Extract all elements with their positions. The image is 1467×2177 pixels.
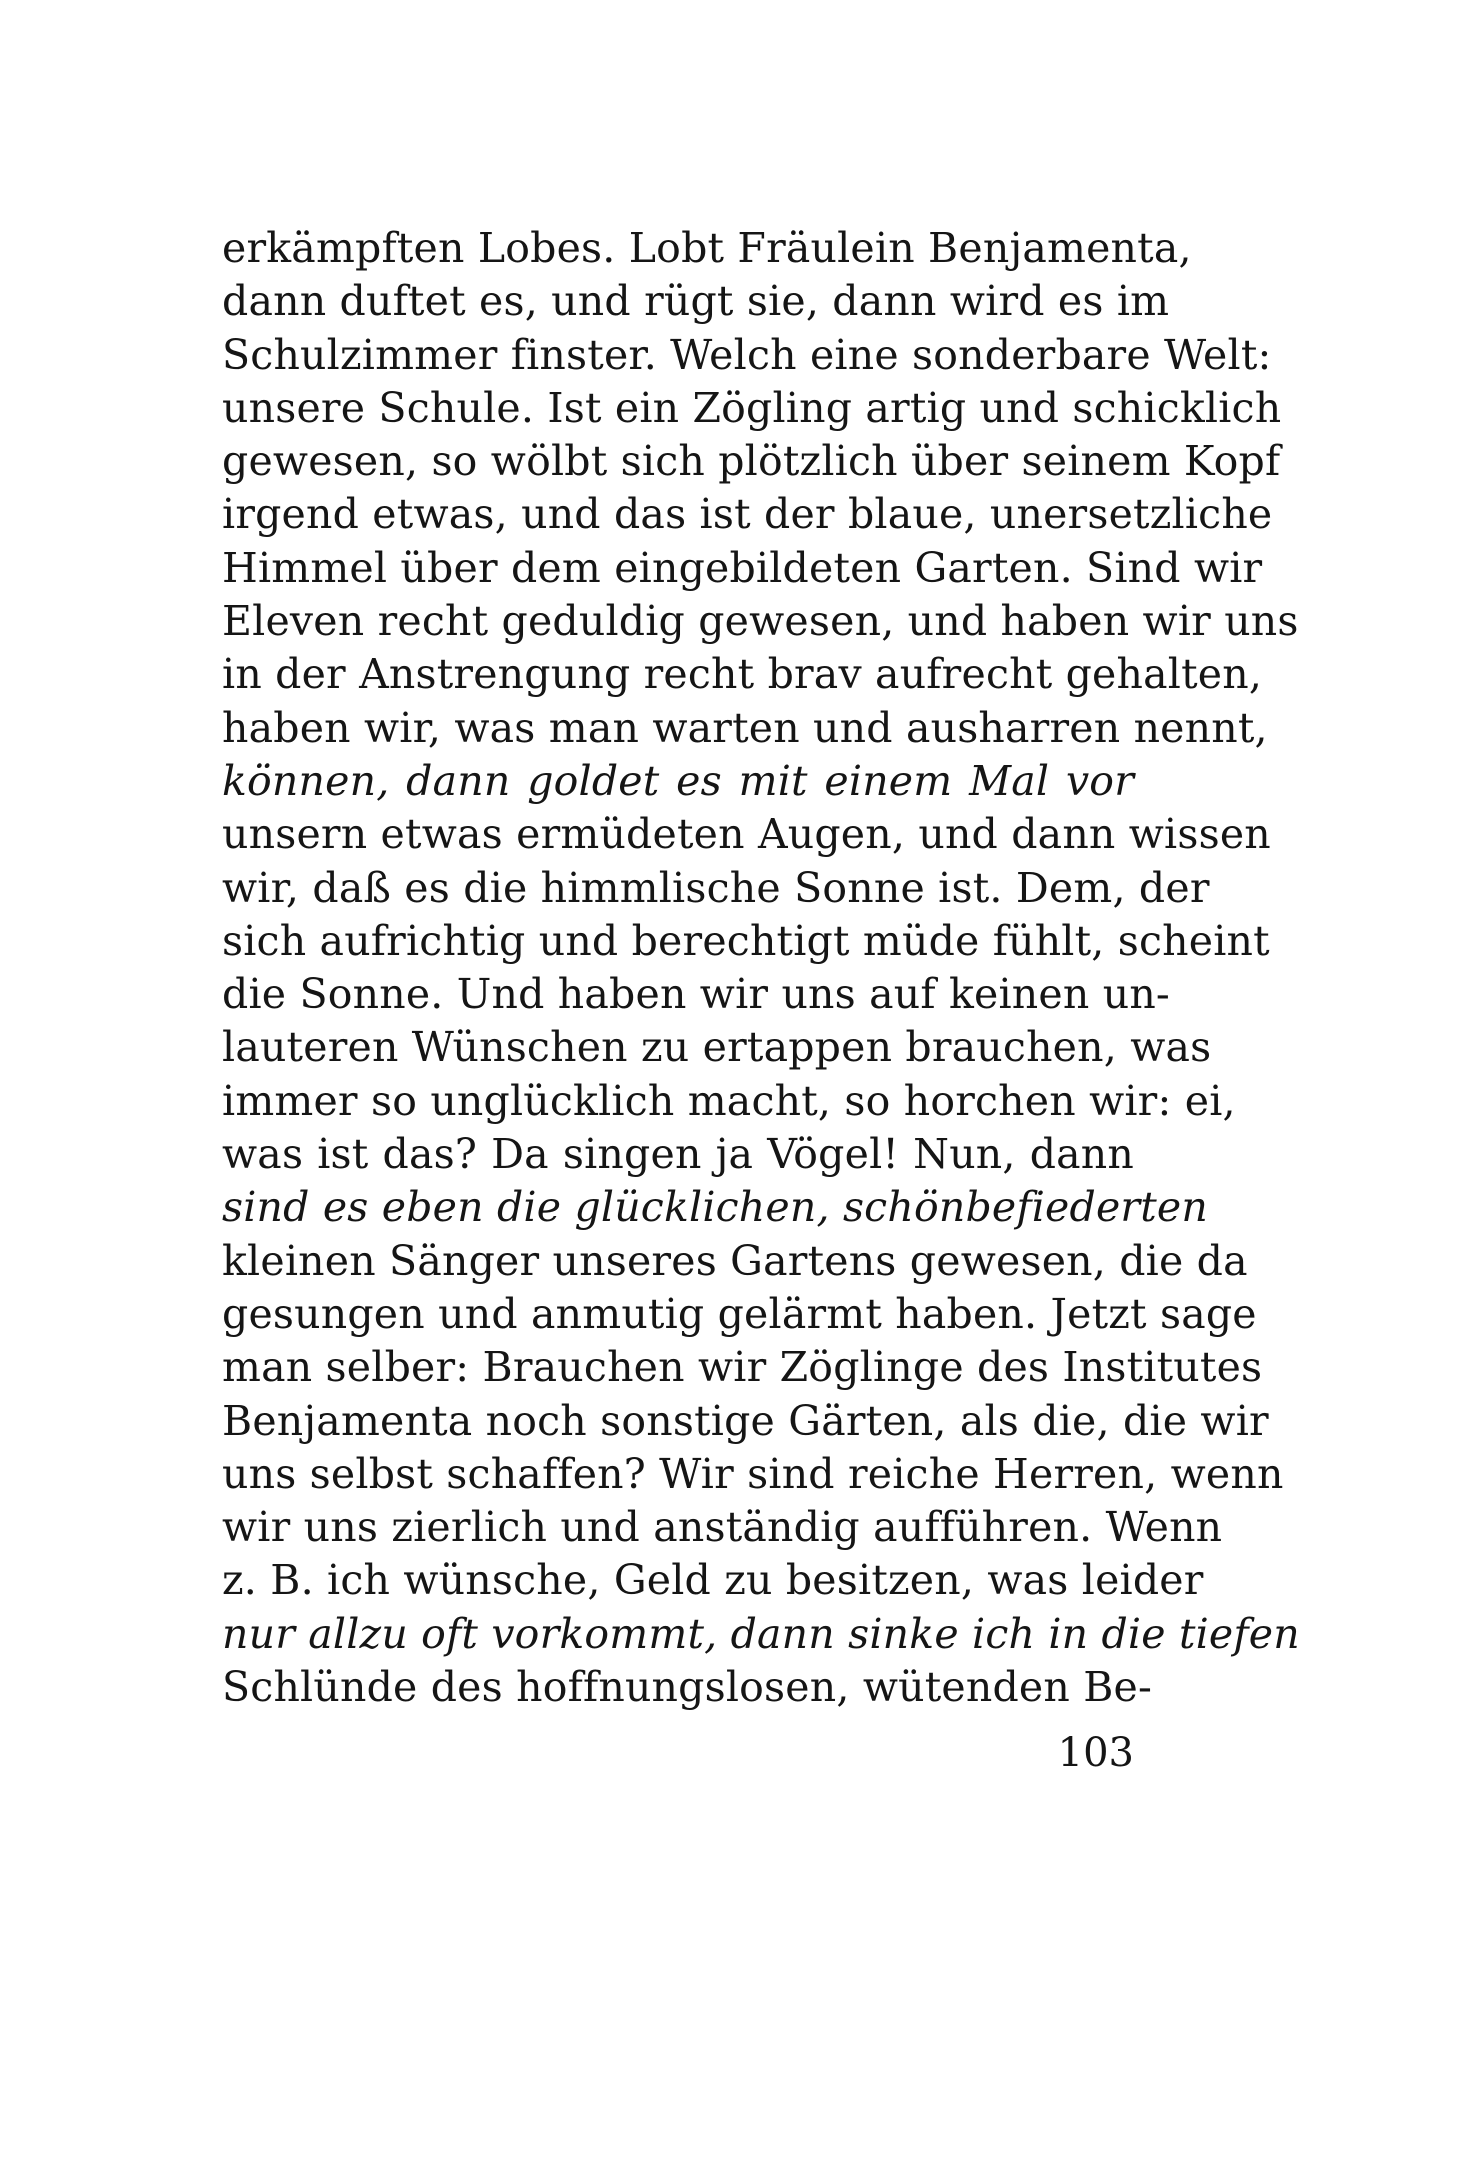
text-line: kleinen Sänger unseres Gartens gewesen, die da [222,1236,1248,1285]
text-line: haben wir, was man warten und ausharren nennt, [222,703,1268,752]
text-line: dann duftet es, und rügt sie, dann wird es im [222,277,1170,326]
text-line: die Sonne. Und haben wir uns auf keinen un- [222,970,1170,1019]
text-line: unsere Schule. Ist ein Zögling artig und schicklich [222,383,1282,432]
text-line: Schulzimmer finster. Welch eine sonderbare Welt: [222,330,1272,379]
text-line: lauteren Wünschen zu ertappen brauchen, was [222,1023,1212,1072]
page-number: 103 [1057,1730,1134,1776]
text-line: irgend etwas, und das ist der blaue, unersetzliche [222,490,1273,539]
text-line: gewesen, so wölbt sich plötzlich über seinem Kopf [222,437,1281,486]
text-line: wir, daß es die himmlische Sonne ist. Dem, der [222,863,1210,912]
text-line: in der Anstrengung recht brav aufrecht gehalten, [222,650,1263,699]
text-line: gesungen und anmutig gelärmt haben. Jetzt sage [222,1289,1257,1338]
text-line: unsern etwas ermüdeten Augen, und dann wissen [222,810,1271,859]
text-line: was ist das? Da singen ja Vögel! Nun, dann [222,1130,1134,1179]
text-line: immer so unglücklich macht, so horchen wir: ei, [222,1076,1236,1125]
text-line: wir uns zierlich und anständig aufführen. Wenn [222,1503,1223,1552]
text-line: Benjamenta noch sonstige Gärten, als die, die wir [222,1396,1269,1445]
text-line: sind es eben die glücklichen, schönbefiederten [222,1183,1208,1232]
body-text [222,222,1300,1714]
text-line: nur allzu oft vorkommt, dann sinke ich in die tiefen [222,1609,1300,1658]
text-line: uns selbst schaffen? Wir sind reiche Herren, wenn [222,1449,1284,1498]
text-line: Eleven recht geduldig gewesen, und haben wir uns [222,597,1299,646]
text-line: können, dann goldet es mit einem Mal vor [222,756,1134,805]
text-line: z. B. ich wünsche, Geld zu besitzen, was leider [222,1556,1204,1605]
text-line: sich aufrichtig und berechtigt müde fühlt, scheint [222,916,1270,965]
text-line: Himmel über dem eingebildeten Garten. Sind wir [222,543,1263,592]
text-line: erkämpften Lobes. Lobt Fräulein Benjamenta, [222,224,1192,272]
text-line: man selber: Brauchen wir Zöglinge des Institutes [222,1343,1263,1392]
text-line: Schlünde des hoffnungslosen, wütenden Be- [222,1663,1153,1712]
